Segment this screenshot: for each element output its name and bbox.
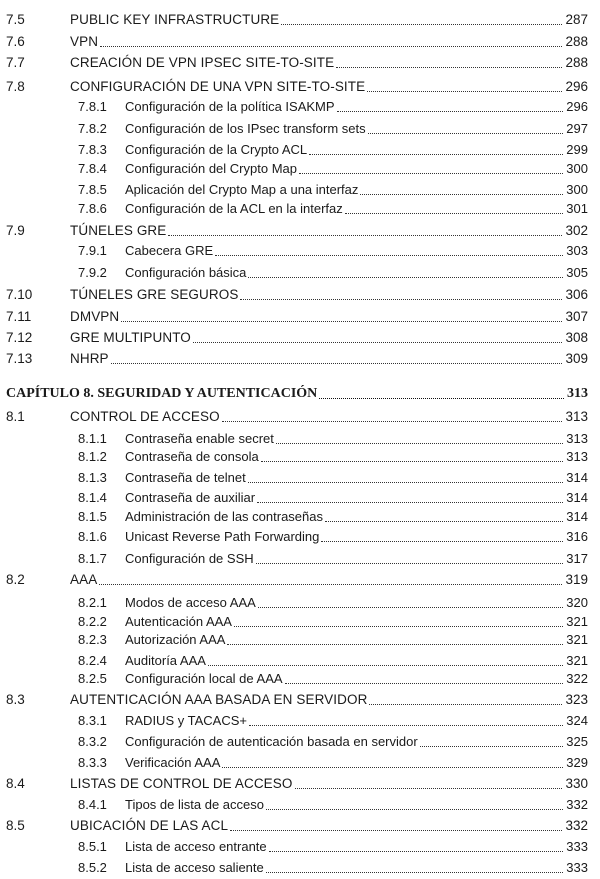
toc-entry-page: 332 [564, 815, 588, 837]
toc-entry-title: NHRP [70, 348, 111, 370]
toc-entry [78, 710, 588, 732]
toc-entry [6, 52, 588, 74]
toc-entry-title: Tipos de lista de acceso [125, 794, 266, 816]
dot-leader [261, 446, 564, 462]
toc-entry [78, 526, 588, 548]
dot-leader [285, 668, 564, 684]
toc-entry-page: 306 [564, 284, 588, 306]
toc-entry-title: Lista de acceso entrante [125, 836, 269, 858]
dot-leader [420, 731, 564, 747]
toc-entry [78, 198, 588, 220]
toc-entry-number: 8.2.1 [78, 595, 107, 610]
dot-leader [295, 773, 563, 789]
toc-entry-page: 320 [565, 592, 588, 614]
dot-leader [111, 348, 563, 364]
toc-entry [78, 668, 588, 690]
toc-entry [78, 96, 588, 118]
toc-entry-title: Configuración de la Crypto ACL [125, 139, 309, 161]
toc-entry-title: PUBLIC KEY INFRASTRUCTURE [70, 9, 281, 31]
toc-entry-title: Configuración local de AAA [125, 668, 285, 690]
toc-entry-number: 8.5.2 [78, 860, 107, 875]
toc-entry-number: 8.3.1 [78, 713, 107, 728]
dot-leader [258, 592, 563, 608]
toc-entry-page: 319 [564, 569, 588, 591]
dot-leader [269, 836, 564, 852]
toc-entry [6, 31, 588, 53]
toc-entry-number: 8.4.1 [78, 797, 107, 812]
toc-entry-title: AAA [70, 569, 99, 591]
toc-entry-number: 7.8.1 [78, 99, 107, 114]
dot-leader [248, 262, 563, 278]
toc-entry-page: 317 [565, 548, 588, 570]
toc-entry-number: 8.2.4 [78, 653, 107, 668]
toc-entry-title: Autorización AAA [125, 629, 227, 651]
toc-entry-number: 7.12 [6, 330, 33, 345]
dot-leader [249, 710, 563, 726]
toc-entry-title: TÚNELES GRE [70, 220, 168, 242]
toc-entry [78, 262, 588, 284]
dot-leader [215, 240, 563, 256]
toc-entry-number: 7.13 [6, 351, 33, 366]
toc-entry [78, 158, 588, 180]
toc-entry-title: CONTROL DE ACCESO [70, 406, 222, 428]
toc-entry-number: 7.8.6 [78, 201, 107, 216]
toc-entry-page: 297 [565, 118, 588, 140]
toc-entry-number: 8.1.1 [78, 431, 107, 446]
toc-entry [78, 240, 588, 262]
toc-entry-page: 330 [564, 773, 588, 795]
toc-entry-title: UBICACIÓN DE LAS ACL [70, 815, 230, 837]
toc-entry-title: Configuración de la ACL en la interfaz [125, 198, 345, 220]
toc-entry-page: 321 [565, 611, 588, 633]
dot-leader [222, 752, 563, 768]
toc-entry-page: 288 [564, 52, 588, 74]
toc-entry-number: 7.11 [6, 309, 32, 324]
toc-entry-title: CREACIÓN DE VPN IPSEC SITE-TO-SITE [70, 52, 336, 74]
dot-leader [222, 406, 563, 422]
toc-entry-page: 300 [565, 158, 588, 180]
toc-entry-title: Configuración básica [125, 262, 248, 284]
toc-entry-number: 7.8.4 [78, 161, 107, 176]
toc-entry-number: 7.5 [6, 12, 25, 27]
dot-leader [266, 794, 563, 810]
toc-entry-title: Aplicación del Crypto Map a una interfaz [125, 179, 360, 201]
toc-entry-title: Configuración de autenticación basada en servidor [125, 731, 420, 753]
toc-entry-number: 8.3 [6, 692, 25, 707]
toc-entry-page: 313 [566, 383, 588, 405]
toc-entry-page: 301 [565, 198, 588, 220]
toc-entry-title: Auditoría AAA [125, 650, 208, 672]
dot-leader [193, 327, 563, 343]
toc-entry-number: 7.7 [6, 55, 25, 70]
toc-entry-number: 8.1 [6, 409, 25, 424]
dot-leader [367, 76, 562, 92]
toc-entry [6, 406, 588, 428]
toc-entry-number: 7.8.3 [78, 142, 107, 157]
dot-leader [319, 383, 564, 399]
dot-leader [369, 689, 562, 705]
toc-entry-title: Configuración de los IPsec transform sets [125, 118, 368, 140]
dot-leader [281, 9, 562, 25]
toc-entry-title: DMVPN [70, 306, 121, 328]
toc-entry-page: 329 [565, 752, 588, 774]
toc-entry-page: 288 [564, 31, 588, 53]
toc-entry-title: VPN [70, 31, 100, 53]
dot-leader [336, 52, 562, 68]
toc-entry [78, 446, 588, 468]
dot-leader [276, 428, 563, 444]
toc-entry [6, 689, 588, 711]
toc-entry-number: 8.1.3 [78, 470, 107, 485]
toc-entry-title: Verificación AAA [125, 752, 222, 774]
toc-entry-number: 7.8 [6, 79, 25, 94]
toc-entry [78, 836, 588, 858]
toc-entry-title: Autenticación AAA [125, 611, 234, 633]
toc-entry-number: 8.3.2 [78, 734, 107, 749]
toc-entry-number: 8.2.2 [78, 614, 107, 629]
toc-entry-page: 305 [565, 262, 588, 284]
toc-entry-title: LISTAS DE CONTROL DE ACCESO [70, 773, 295, 795]
dot-leader [248, 467, 564, 483]
toc-entry-title: Contraseña de auxiliar [125, 487, 257, 509]
toc-entry-number: 7.6 [6, 34, 25, 49]
toc-entry-number: 8.1.4 [78, 490, 107, 505]
toc-entry-page: 287 [564, 9, 588, 31]
dot-leader [321, 526, 563, 542]
dot-leader [168, 220, 562, 236]
toc-entry-page: 299 [565, 139, 588, 161]
toc-entry-title: AUTENTICACIÓN AAA BASADA EN SERVIDOR [70, 689, 369, 711]
toc-entry-number: 8.1.5 [78, 509, 107, 524]
toc-entry-title: Cabecera GRE [125, 240, 215, 262]
toc-entry-page: 296 [564, 76, 588, 98]
toc-entry-title: Contraseña de telnet [125, 467, 248, 489]
toc-entry [78, 506, 588, 528]
toc-entry-number: 7.9.2 [78, 265, 107, 280]
toc-entry-number: 8.5 [6, 818, 25, 833]
toc-entry-page: 303 [565, 240, 588, 262]
toc-entry-title: Modos de acceso AAA [125, 592, 258, 614]
toc-entry-number: 8.2.3 [78, 632, 107, 647]
dot-leader [227, 629, 563, 645]
toc-entry-title: Unicast Reverse Path Forwarding [125, 526, 321, 548]
toc-entry [6, 569, 588, 591]
toc-entry-page: 321 [565, 650, 588, 672]
toc-entry-number: 7.8.2 [78, 121, 107, 136]
toc-entry-page: 324 [565, 710, 588, 732]
toc-entry-page: 309 [564, 348, 588, 370]
toc-entry [6, 9, 588, 31]
toc-entry [78, 118, 588, 140]
toc-entry [6, 76, 588, 98]
dot-leader [240, 284, 562, 300]
dot-leader [257, 487, 563, 503]
toc-entry-page: 333 [565, 857, 588, 879]
toc-entry-number: 8.3.3 [78, 755, 107, 770]
dot-leader [368, 118, 564, 134]
toc-entry [6, 815, 588, 837]
toc-entry-page: 314 [565, 506, 588, 528]
toc-entry [78, 857, 588, 879]
dot-leader [266, 857, 564, 873]
toc-entry-page: 332 [565, 794, 588, 816]
toc-entry-page: 314 [565, 467, 588, 489]
dot-leader [325, 506, 563, 522]
dot-leader [256, 548, 564, 564]
dot-leader [100, 31, 562, 47]
dot-leader [121, 306, 562, 322]
toc-entry-page: 307 [564, 306, 588, 328]
toc-entry-number: 8.2 [6, 572, 25, 587]
toc-entry-page: 325 [565, 731, 588, 753]
toc-entry-title: Configuración de SSH [125, 548, 256, 570]
toc-entry [78, 794, 588, 816]
toc-entry-number: 8.5.1 [78, 839, 107, 854]
toc-entry [6, 327, 588, 349]
toc-entry-page: 302 [564, 220, 588, 242]
dot-leader [360, 179, 563, 195]
toc-entry-number: 8.2.5 [78, 671, 107, 686]
dot-leader [337, 96, 564, 112]
toc-entry-page: 321 [565, 629, 588, 651]
toc-entry [78, 629, 588, 651]
toc-entry [78, 548, 588, 570]
toc-entry-page: 322 [565, 668, 588, 690]
toc-entry [6, 306, 588, 328]
toc-entry-title: GRE MULTIPUNTO [70, 327, 193, 349]
toc-entry-title: RADIUS y TACACS+ [125, 710, 249, 732]
toc-entry [6, 220, 588, 242]
dot-leader [99, 569, 562, 585]
toc-entry-title: TÚNELES GRE SEGUROS [70, 284, 240, 306]
toc-entry-title: Configuración del Crypto Map [125, 158, 299, 180]
toc-entry-title: Administración de las contraseñas [125, 506, 325, 528]
dot-leader [345, 198, 564, 214]
dot-leader [234, 611, 563, 627]
toc-entry-number: 8.4 [6, 776, 25, 791]
dot-leader [230, 815, 562, 831]
toc-entry-number: 7.8.5 [78, 182, 107, 197]
toc-entry-title: Lista de acceso saliente [125, 857, 266, 879]
toc-entry-number: 8.1.2 [78, 449, 107, 464]
toc-entry-number: 7.9 [6, 223, 25, 238]
toc-entry-number: 8.1.6 [78, 529, 107, 544]
toc-entry-title: Contraseña de consola [125, 446, 261, 468]
toc-entry-number: 7.10 [6, 287, 33, 302]
toc-entry-number: 8.1.7 [78, 551, 107, 566]
toc-entry-page: 316 [565, 526, 588, 548]
toc-entry-title: CAPÍTULO 8. SEGURIDAD Y AUTENTICACIÓN [6, 383, 319, 405]
toc-entry [6, 284, 588, 306]
toc-entry [78, 731, 588, 753]
toc-entry-page: 296 [565, 96, 588, 118]
toc-entry-page: 333 [565, 836, 588, 858]
toc-entry-page: 308 [564, 327, 588, 349]
toc-chapter [6, 383, 588, 405]
toc-entry [6, 773, 588, 795]
dot-leader [309, 139, 563, 155]
toc-entry-page: 313 [565, 446, 588, 468]
toc-entry [6, 348, 588, 370]
toc-entry [78, 752, 588, 774]
toc-entry-page: 313 [564, 406, 588, 428]
toc-entry-number: 7.9.1 [78, 243, 107, 258]
toc-entry-page: 300 [565, 179, 588, 201]
toc-entry [78, 467, 588, 489]
dot-leader [208, 650, 563, 666]
toc-entry-page: 313 [565, 428, 588, 450]
toc-entry-title: CONFIGURACIÓN DE UNA VPN SITE-TO-SITE [70, 76, 367, 98]
toc-entry-title: Configuración de la política ISAKMP [125, 96, 337, 118]
toc-entry-page: 314 [565, 487, 588, 509]
toc-entry-page: 323 [564, 689, 588, 711]
toc-entry-title: Contraseña enable secret [125, 428, 276, 450]
dot-leader [299, 158, 563, 174]
